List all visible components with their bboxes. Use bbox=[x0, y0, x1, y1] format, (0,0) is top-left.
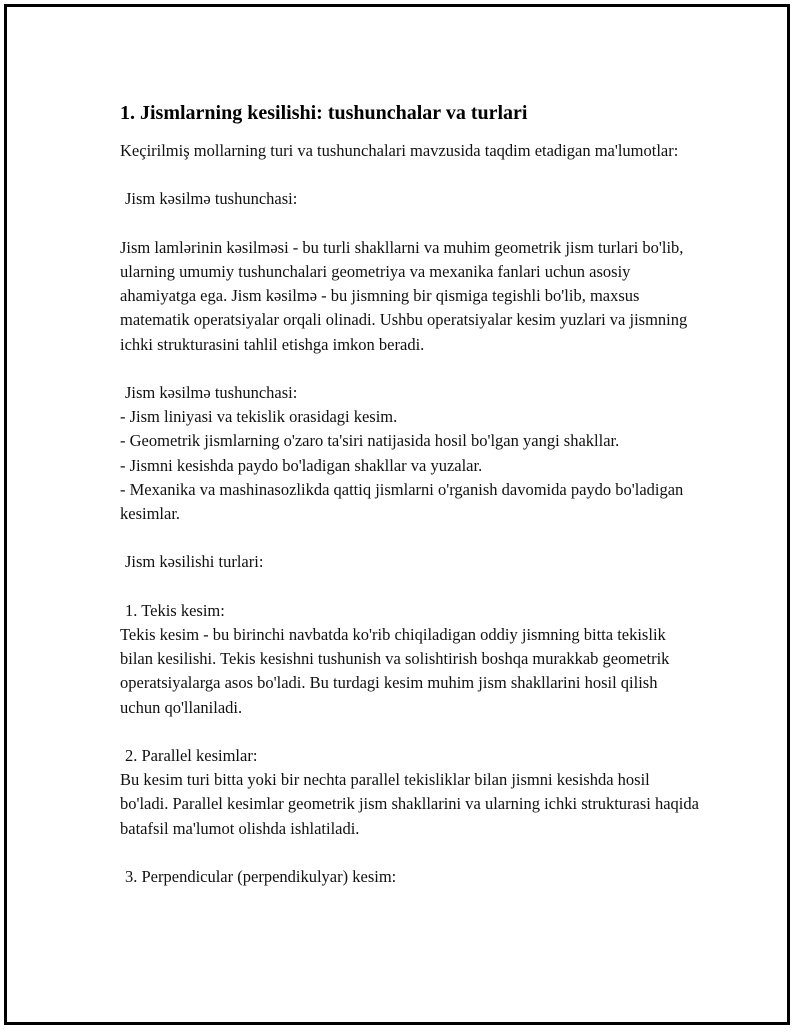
section-heading-concept-list: Jism kəsilmə tushunchasi: bbox=[125, 382, 298, 402]
list-item: - Jismni kesishda paydo bo'ladigan shakllar va yuzalar. bbox=[120, 455, 483, 475]
type-heading-flat-cut: 1. Tekis kesim: bbox=[125, 600, 225, 620]
list-item: - Geometrik jismlarning o'zaro ta'siri natijasida hosil bo'lgan yangi shakllar. bbox=[120, 431, 620, 451]
list-item: - Mexanika va mashinasozlikda qattiq jismlarni o'rganish davomida paydo bo'ladigan kesimlar. bbox=[120, 479, 684, 523]
intro-paragraph: Keçirilmiş mollarning turi va tushunchalari mavzusida taqdim etadigan ma'lumotlar: bbox=[120, 141, 679, 160]
document-content bbox=[120, 99, 700, 889]
type-heading-parallel-cuts: 2. Parallel kesimlar: bbox=[125, 745, 258, 765]
document-page bbox=[4, 4, 790, 1025]
type-body-parallel-cuts: Bu kesim turi bitta yoki bir nechta parallel tekisliklar bilan jismni kesishda hosil bo'ladi. Parallel kesimlar geometrik jism shakllarini va ularning ichki strukturasi haqida batafsil ma'lumot olishda ishlatiladi. bbox=[120, 770, 699, 838]
section-heading-concept: Jism kəsilmə tushunchasi: bbox=[125, 189, 298, 209]
type-body-flat-cut: Tekis kesim - bu birinchi navbatda ko'rib chiqiladigan oddiy jismning bitta tekislik bilan kesilishi. Tekis kesishni tushunish va solishtirish boshqa murakkab geometrik operatsiyalarga asos bo'ladi. Bu turdagi kesim muhim jism shakllarini hosil qilish uchun qo'llaniladi. bbox=[120, 624, 670, 717]
type-heading-perpendicular-cut: 3. Perpendicular (perpendikulyar) kesim: bbox=[125, 866, 397, 886]
section-heading-types: Jism kəsilishi turlari: bbox=[125, 552, 264, 572]
list-item: - Jism liniyasi va tekislik orasidagi kesim. bbox=[120, 407, 398, 427]
document-title: 1. Jismlarning kesilishi: tushunchalar va turlari bbox=[120, 102, 528, 124]
concept-paragraph: Jism lamlərinin kəsilməsi - bu turli shakllarni va muhim geometrik jism turlari bo'lib, ularning umumiy tushunchalari geometriya va mexanika fanlari uchun asosiy ahamiyatga ega. Jism kəsilmə - bu jismning bir qismiga tegishli bo'lib, maxsus matematik operatsiyalar orqali olinadi. Ushbu operatsiyalar kesim yuzlari va jismning ichki strukturasini tahlil etishga imkon beradi. bbox=[120, 237, 688, 354]
